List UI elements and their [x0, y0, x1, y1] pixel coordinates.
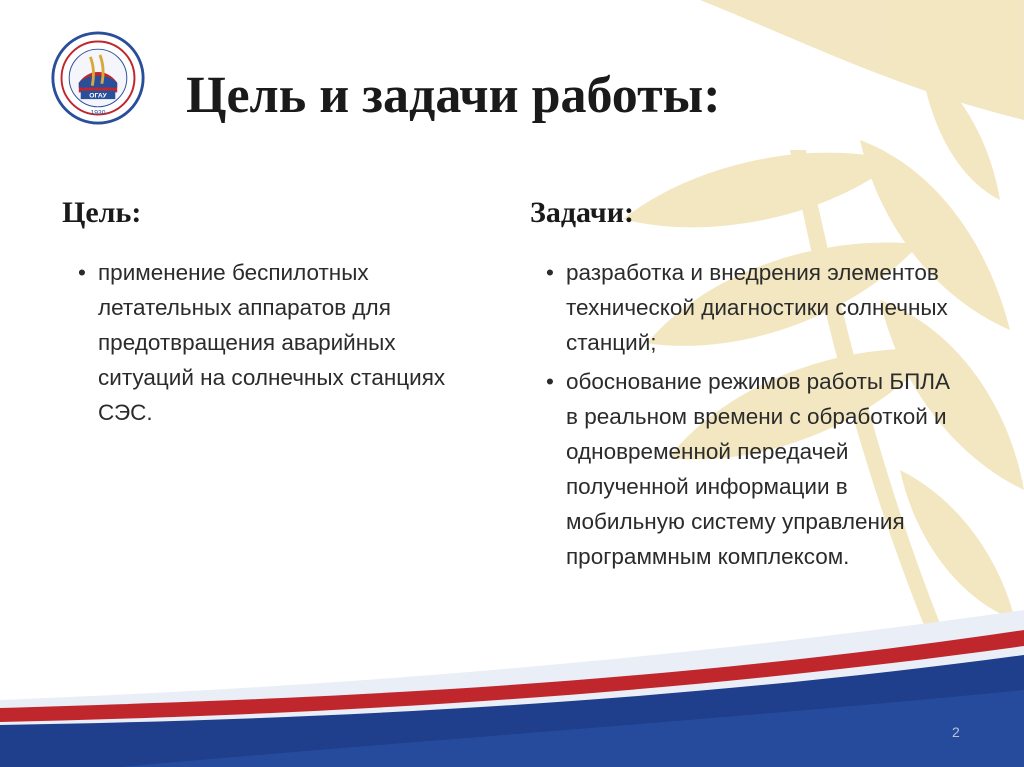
university-seal-icon — [50, 30, 146, 126]
tasks-list — [540, 255, 960, 578]
task-item: • разработка и внедрения элементов технической диагностики солнечных станций; — [540, 255, 960, 360]
goal-heading: Цель: — [62, 196, 142, 229]
goal-item: • применение беспилотных летательных аппаратов для предотвращения аварийных ситуаций на солнечных станциях СЭС. — [72, 255, 472, 430]
logo-year: 1930 — [90, 109, 106, 117]
tasks-heading: Задачи: — [530, 196, 635, 229]
task-item: • обоснование режимов работы БПЛА в реальном времени с обработкой и одновременной передачей полученной информации в мобильную систему управления программным комплексом. — [540, 364, 960, 574]
page-number: 2 — [952, 724, 960, 740]
logo-text: ОГАУ — [89, 92, 107, 100]
goal-list — [72, 255, 472, 434]
slide-title: Цель и задачи работы: — [186, 67, 721, 124]
